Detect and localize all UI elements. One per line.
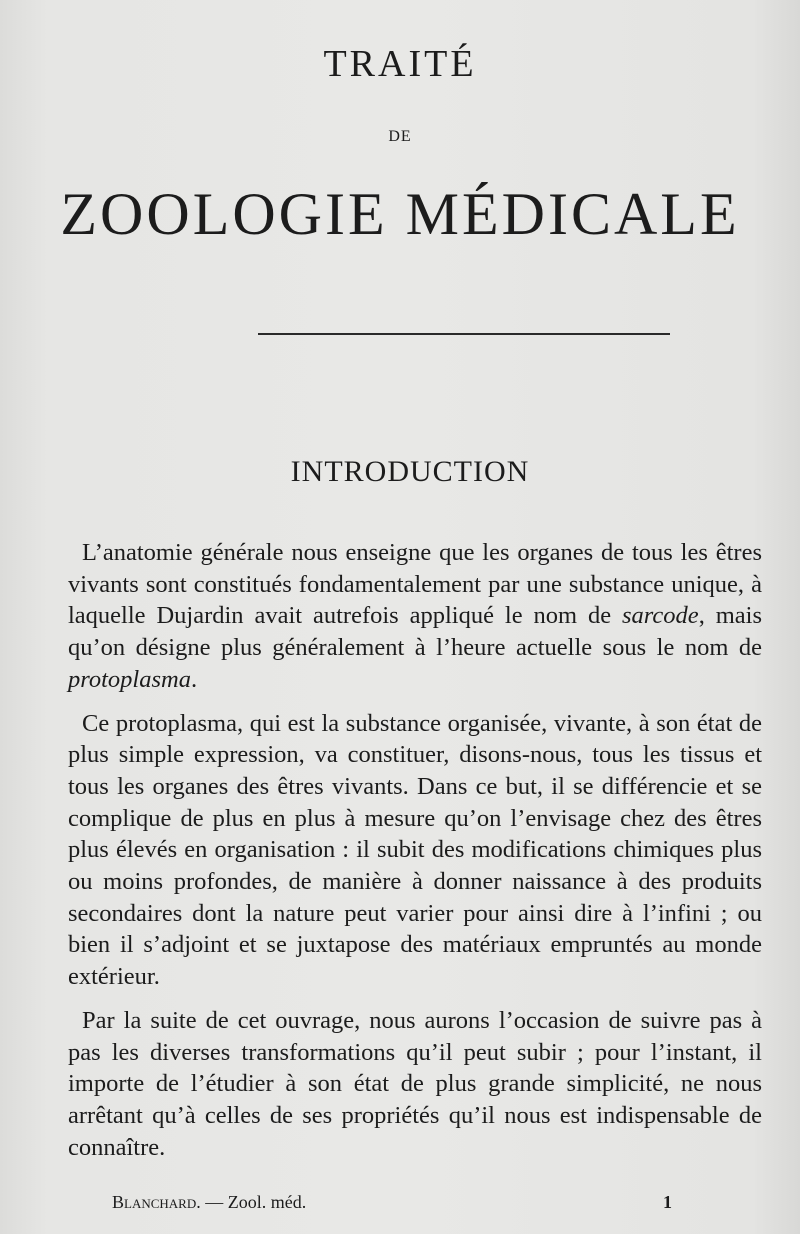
page-footer [112, 1192, 672, 1213]
paragraph-3: Par la suite de cet ouvrage, nous aurons l’occasion de suivre pas à pas les diverses transformations qu’il peut subir ; pour l’instant, il importe de l’étudier à son état de plus grande simplicité, ne nous arrêtant qu’à celles de ses propriétés qu’il nous est indispensable de connaître. [68, 1006, 762, 1161]
paragraph-1 [68, 537, 762, 696]
page-title: ZOOLOGIE MÉDICALE [60, 181, 740, 247]
title-rule [258, 333, 670, 335]
footer-separator: — [200, 1192, 228, 1212]
section-heading: INTRODUCTION [290, 455, 530, 488]
footer-author: Blanchard. [112, 1192, 201, 1212]
footer-short-title: Zool. méd. [227, 1192, 307, 1212]
paragraph-1-text-e: . [190, 665, 198, 693]
paragraph-1-text-a: L’anatomie générale nous enseigne que les organes de tous les êtres vivants sont constitués fondamentalement par une substance unique, à laquelle Dujardin avait autrefois appliqué le nom de [68, 539, 762, 630]
term-protoplasma: protoplasma [68, 665, 191, 693]
term-sarcode: sarcode [622, 602, 699, 630]
paragraph-1-text-c: , mais qu’on désigne plus généralement à l’heure actuelle sous le nom de [68, 602, 762, 662]
page-number: 1 [663, 1192, 672, 1212]
paragraph-2: Ce protoplasma, qui est la substance organisée, vivante, à son état de plus simple expression, va constituer, disons-nous, tous les tissus et tous les organes des êtres vivants. Dans ce but, il se différencie et se complique de plus en plus à mesure qu’on l’envisage chez des êtres plus élevés en organisation : il subit des modifications chimiques plus ou moins profondes, de manière à donner naissance à des produits secondaires dont la nature peut varier pour ainsi dire à l’infini ; ou bien il s’adjoint et se juxtapose des matériaux empruntés au monde extérieur. [68, 709, 762, 991]
body-text [68, 537, 762, 1175]
title-de: DE [388, 128, 412, 145]
title-traite: TRAITÉ [323, 43, 477, 85]
